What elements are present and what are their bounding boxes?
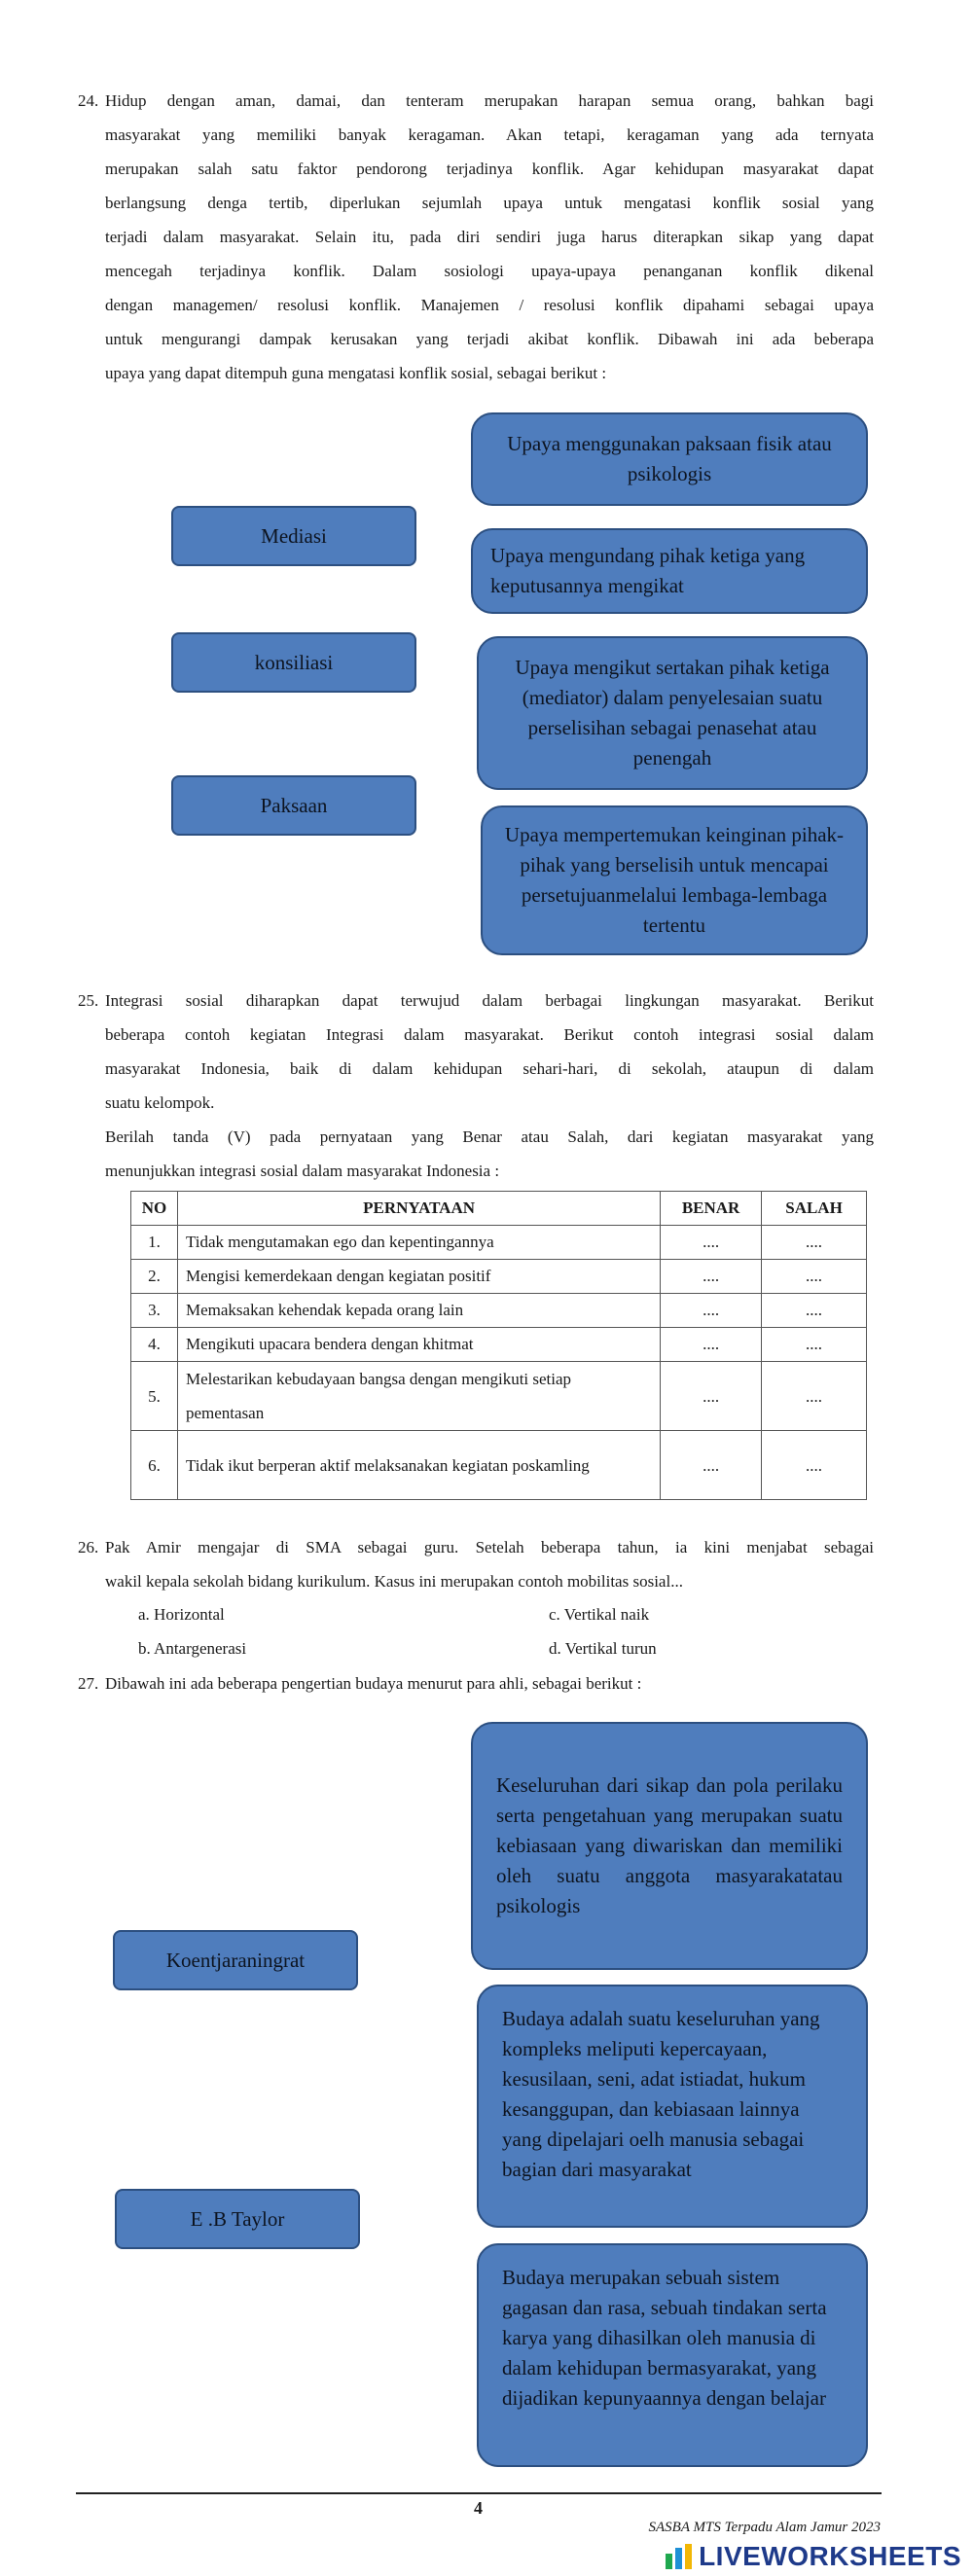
match-definition-1[interactable]: Upaya menggunakan paksaan fisik atau psikologis [471, 412, 868, 506]
question-text-line: masyarakat yang memiliki banyak keragaman. Akan tetapi, keragaman yang ada ternyata [105, 125, 874, 144]
question-text-line: wakil kepala sekolah bidang kurikulum. Kasus ini merupakan contoh mobilitas sosial... [105, 1572, 683, 1591]
row-number: 6. [131, 1431, 178, 1500]
match-term-mediasi[interactable]: Mediasi [171, 506, 416, 566]
option-d[interactable]: d. Vertikal turun [549, 1639, 657, 1658]
question-text-line: upaya yang dapat ditempuh guna mengatasi konflik sosial, sebagai berikut : [105, 364, 607, 382]
question-number: 27. [78, 1674, 99, 1693]
question-text-line: suatu kelompok. [105, 1093, 215, 1112]
row-number: 1. [131, 1226, 178, 1260]
question-text-line: untuk mengurangi dampak kerusakan yang terjadi akibat konflik. Dibawah ini ada beberapa [105, 330, 874, 348]
benar-answer-field[interactable]: .... [661, 1328, 762, 1362]
page-number: 4 [474, 2498, 483, 2518]
match-definition-2[interactable]: Upaya mengundang pihak ketiga yang keputusannya mengikat [471, 528, 868, 614]
footer-divider [76, 2492, 882, 2494]
question-text-line: Hidup dengan aman, damai, dan tenteram merupakan harapan semua orang, bahkan bagi [105, 91, 874, 110]
row-statement: Melestarikan kebudayaan bangsa dengan mengikuti setiap pementasan [177, 1362, 660, 1431]
culture-definition-1[interactable]: Keseluruhan dari sikap dan pola perilaku serta pengetahuan yang merupakan suatu kebiasaan yang diwariskan dan memiliki oleh suatu anggota masyarakatatau psikologis [471, 1722, 868, 1970]
row-number: 3. [131, 1294, 178, 1328]
salah-answer-field[interactable]: .... [762, 1362, 867, 1431]
match-term-koentjaraningrat[interactable]: Koentjaraningrat [113, 1930, 358, 1990]
table-row [131, 1362, 867, 1431]
benar-answer-field[interactable]: .... [661, 1362, 762, 1431]
instruction-line: Berilah tanda (V) pada pernyataan yang Benar atau Salah, dari kegiatan masyarakat yang [105, 1127, 874, 1146]
option-a[interactable]: a. Horizontal [138, 1605, 225, 1624]
question-text-line: Dibawah ini ada beberapa pengertian budaya menurut para ahli, sebagai berikut : [105, 1674, 642, 1693]
question-text-line: berlangsung denga tertib, diperlukan sejumlah upaya untuk mengatasi konflik sosial yang [105, 194, 874, 212]
row-number: 4. [131, 1328, 178, 1362]
salah-answer-field[interactable]: .... [762, 1328, 867, 1362]
question-26 [78, 1530, 874, 1598]
row-statement: Mengisi kemerdekaan dengan kegiatan positif [177, 1260, 660, 1294]
benar-answer-field[interactable]: .... [661, 1260, 762, 1294]
salah-answer-field[interactable]: .... [762, 1260, 867, 1294]
question-number: 26. [78, 1538, 99, 1556]
question-25 [78, 984, 874, 1188]
benar-answer-field[interactable]: .... [661, 1431, 762, 1500]
instruction-line: menunjukkan integrasi sosial dalam masyarakat Indonesia : [105, 1162, 500, 1180]
option-c[interactable]: c. Vertikal naik [549, 1605, 650, 1624]
match-term-paksaan[interactable]: Paksaan [171, 775, 416, 836]
header-pernyataan: PERNYATAAN [177, 1192, 660, 1226]
question-24 [78, 84, 874, 390]
row-number: 2. [131, 1260, 178, 1294]
liveworksheets-icon [666, 2544, 693, 2569]
question-text-line: terjadi dalam masyarakat. Selain itu, pada diri sendiri juga harus diterapkan sikap yang dapat [105, 228, 874, 246]
question-text-line: masyarakat Indonesia, baik di dalam kehidupan sehari-hari, di sekolah, ataupun di dalam [105, 1059, 874, 1078]
table-row [131, 1226, 867, 1260]
culture-definition-2[interactable]: Budaya adalah suatu keseluruhan yang kompleks meliputi kepercayaan, kesusilaan, seni, adat istiadat, hukum kesanggupan, dan kebiasaan lainnya yang dipelajari oelh manusia sebagai bagian dari masyarakat [477, 1985, 868, 2228]
row-statement: Memaksakan kehendak kepada orang lain [177, 1294, 660, 1328]
table-row [131, 1294, 867, 1328]
benar-answer-field[interactable]: .... [661, 1294, 762, 1328]
row-statement: Tidak ikut berperan aktif melaksanakan kegiatan poskamling [177, 1431, 660, 1500]
row-number: 5. [131, 1362, 178, 1431]
row-statement: Mengikuti upacara bendera dengan khitmat [177, 1328, 660, 1362]
match-definition-4[interactable]: Upaya mempertemukan keinginan pihak-pihak yang berselisih untuk mencapai persetujuanmelalui lembaga-lembaga tertentu [481, 805, 868, 955]
salah-answer-field[interactable]: .... [762, 1294, 867, 1328]
match-definition-3[interactable]: Upaya mengikut sertakan pihak ketiga (mediator) dalam penyelesaian suatu perselisihan sebagai penasehat atau penengah [477, 636, 868, 790]
liveworksheets-logo [666, 2541, 961, 2572]
question-27 [78, 1666, 874, 1700]
question-number: 25. [78, 991, 99, 1010]
question-text-line: Integrasi sosial diharapkan dapat terwujud dalam berbagai lingkungan masyarakat. Berikut [105, 991, 874, 1010]
table-row [131, 1328, 867, 1362]
salah-answer-field[interactable]: .... [762, 1431, 867, 1500]
table-row [131, 1260, 867, 1294]
table-header-row [131, 1192, 867, 1226]
header-no: NO [131, 1192, 178, 1226]
table-row [131, 1431, 867, 1500]
question-number: 24. [78, 91, 99, 110]
match-term-konsiliasi[interactable]: konsiliasi [171, 632, 416, 693]
option-b[interactable]: b. Antargenerasi [138, 1639, 247, 1658]
question-text-line: merupakan salah satu faktor pendorong terjadinya konflik. Agar kehidupan masyarakat dapat [105, 160, 874, 178]
culture-definition-3[interactable]: Budaya merupakan sebuah sistem gagasan dan rasa, sebuah tindakan serta karya yang dihasilkan oleh manusia di dalam kehidupan bermasyarakat, yang dijadikan kepunyaannya dengan belajar [477, 2243, 868, 2467]
question-text-line: beberapa contoh kegiatan Integrasi dalam masyarakat. Berikut contoh integrasi sosial dalam [105, 1025, 874, 1044]
question-text-line: Pak Amir mengajar di SMA sebagai guru. Setelah beberapa tahun, ia kini menjabat sebagai [105, 1538, 874, 1556]
row-statement: Tidak mengutamakan ego dan kepentingannya [177, 1226, 660, 1260]
footer-note: SASBA MTS Terpadu Alam Jamur 2023 [648, 2520, 881, 2535]
question-text-line: mencegah terjadinya konflik. Dalam sosiologi upaya-upaya penanganan konflik dikenal [105, 262, 874, 280]
benar-answer-field[interactable]: .... [661, 1226, 762, 1260]
header-salah: SALAH [762, 1192, 867, 1226]
match-term-eb-taylor[interactable]: E .B Taylor [115, 2189, 360, 2249]
header-benar: BENAR [661, 1192, 762, 1226]
brand-name: LIVEWORKSHEETS [699, 2541, 961, 2571]
statement-table [130, 1191, 867, 1500]
question-text-line: dengan managemen/ resolusi konflik. Manajemen / resolusi konflik dipahami sebagai upaya [105, 296, 874, 314]
salah-answer-field[interactable]: .... [762, 1226, 867, 1260]
